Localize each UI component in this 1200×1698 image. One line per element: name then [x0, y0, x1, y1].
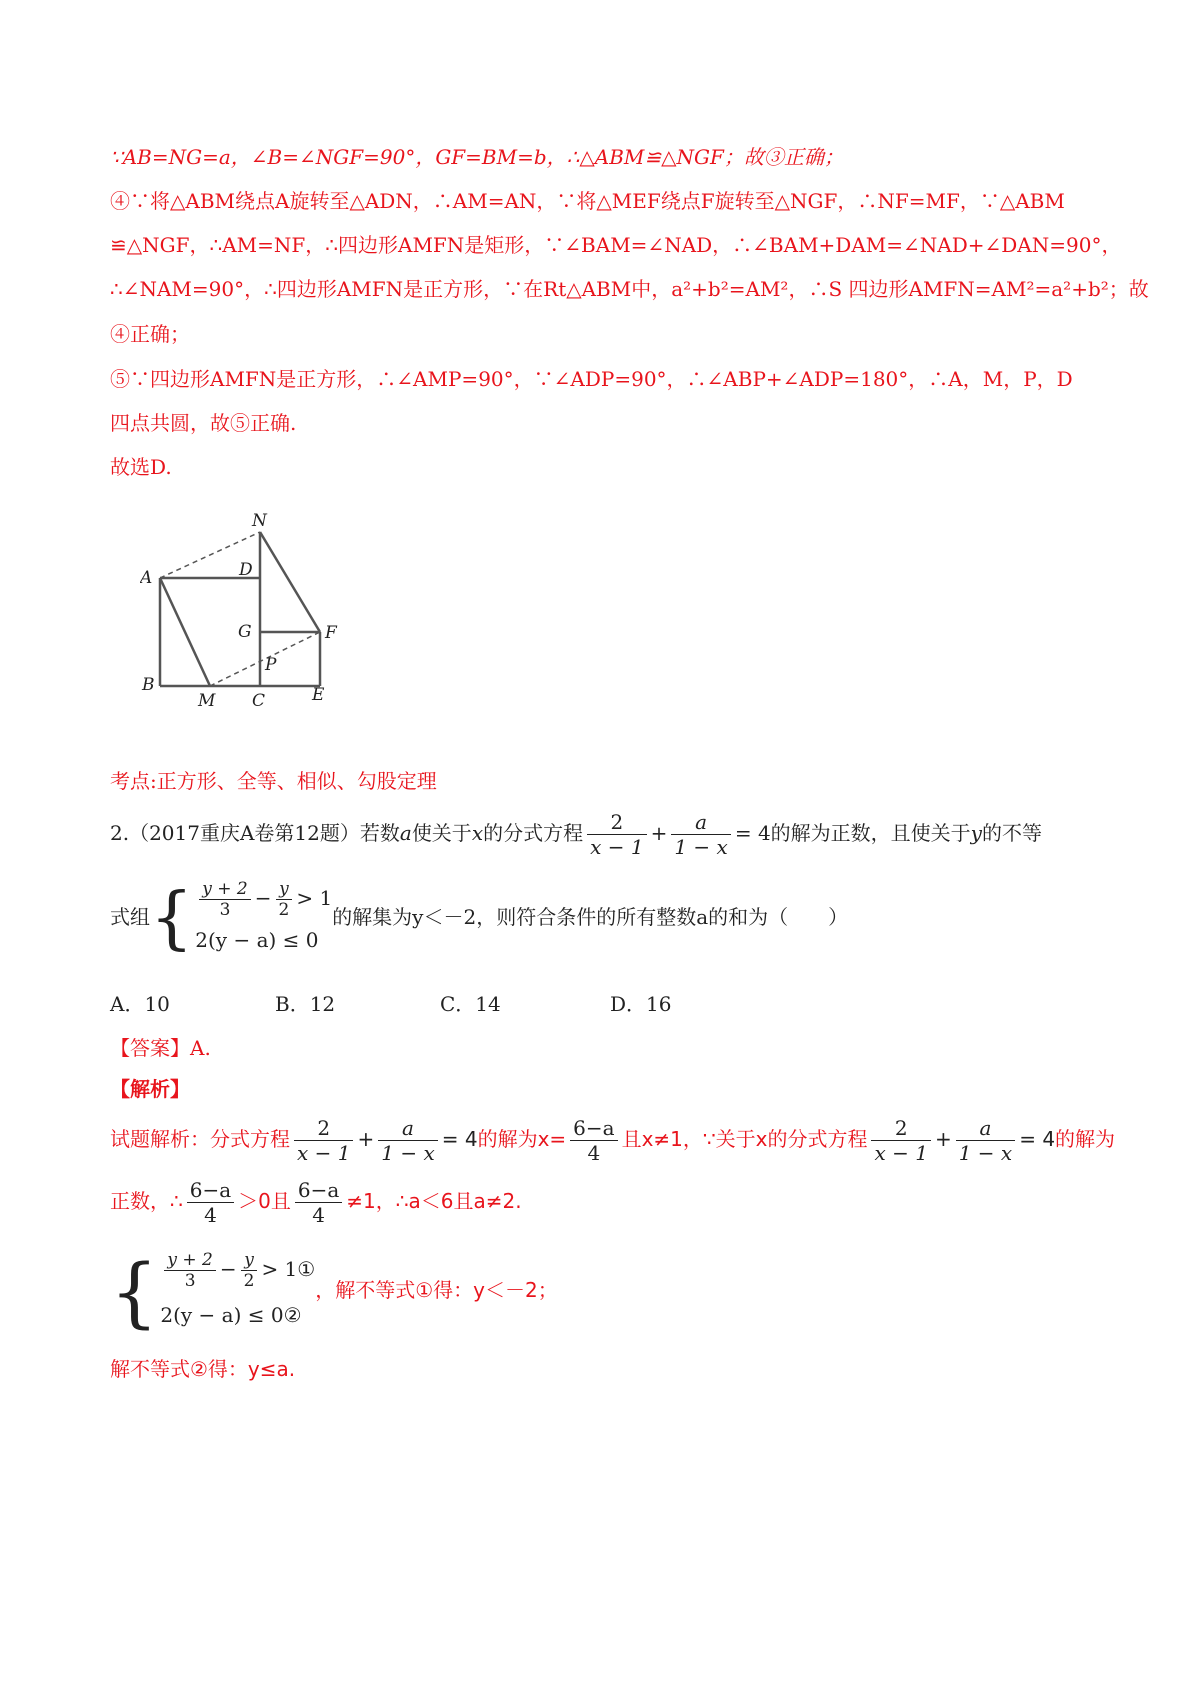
option-c: C．14	[440, 992, 501, 1016]
analysis-ineq-rhs: > 1	[261, 1256, 298, 1281]
analysis-l2-frac-1-num: 6−a	[187, 1178, 234, 1203]
analysis-line-2	[110, 1172, 1100, 1230]
analysis-eq-2: = 4	[1019, 1127, 1056, 1151]
analysis-l1-tail: 的解为	[1055, 1127, 1116, 1151]
analysis-frac-2-num: a	[378, 1116, 437, 1141]
q2-ineq-frac-2-den: 2	[278, 899, 290, 920]
analysis-frac-4-den: 1 − x	[958, 1141, 1013, 1165]
analysis-l2-frac-1	[187, 1178, 234, 1227]
option-b: B．12	[275, 992, 336, 1016]
analysis-sol-den: 4	[587, 1141, 601, 1165]
analysis-ineq-2: 2(y − a) ≤ 0②	[160, 1302, 302, 1327]
analysis-last-line: 解不等式②得：y≤a.	[110, 1357, 296, 1381]
q2-frac-1-den: x − 1	[590, 835, 644, 859]
analysis-l2-frac-2-num: 6−a	[295, 1178, 342, 1203]
solution-line-6: ⑤∵四边形AMFN是正方形，∴∠AMP=90°，∵∠ADP=90°，∴∠ABP+∠ADP=180°，∴A，M，P，D	[110, 367, 1073, 391]
label-p: P	[265, 655, 277, 675]
solution-line-1: ∵AB=NG=a，∠B=∠NGF=90°，GF=BM=b，∴△ABM≌△NGF；故③正确；	[110, 145, 844, 169]
analysis-l1-mid: 的解为x=	[477, 1127, 567, 1151]
analysis-ineq-frac-1-num: y + 2	[164, 1250, 215, 1271]
q2-prefix: 2.（2017重庆A卷第12题）若数	[110, 821, 400, 845]
analysis-frac-4-num: a	[956, 1116, 1015, 1141]
analysis-plus-2: +	[934, 1127, 952, 1151]
analysis-sol-num: 6−a	[570, 1116, 617, 1141]
q2-tail: 的解为正数，且使关于	[770, 821, 971, 845]
label-d: D	[239, 560, 253, 580]
geometry-figure	[140, 510, 370, 715]
q2-frac-2-num: a	[671, 810, 730, 835]
analysis-l2-frac-1-den: 4	[204, 1203, 217, 1227]
analysis-ineq-frac-1-den: 3	[184, 1270, 196, 1291]
answer-line: 【答案】A.	[110, 1036, 211, 1060]
label-a: A	[140, 568, 153, 588]
analysis-frac-2-den: 1 − x	[381, 1141, 435, 1165]
analysis-l2-frac-2	[295, 1178, 342, 1227]
q2-frac-1	[587, 810, 646, 859]
solution-line-2: ④∵将△ABM绕点A旋转至△ADN，∴AM=AN，∵将△MEF绕点F旋转至△NGF，∴NF=MF，∵△ABM	[110, 189, 1065, 213]
analysis-ineq-frac-1	[164, 1250, 215, 1291]
solution-choice: 故选D.	[110, 455, 172, 479]
label-g: G	[238, 622, 252, 642]
q2-ineq-2: 2(y − a) ≤ 0	[195, 927, 319, 952]
q2-ineq-frac-2	[276, 879, 293, 920]
solution-line-7: 四点共圆，故⑤正确.	[110, 411, 297, 435]
analysis-frac-3-den: x − 1	[874, 1141, 928, 1165]
solution-line-5: ④正确；	[110, 322, 190, 346]
solution-line-4: ∴∠NAM=90°，∴四边形AMFN是正方形，∵在Rt△ABM中，a²+b²=AM²，∴S 四边形AMFN=AM²=a²+b²；故	[110, 277, 1149, 301]
analysis-frac-3	[871, 1116, 930, 1165]
q2-tail2: 的不等	[981, 821, 1042, 845]
label-n: N	[252, 511, 267, 531]
solution-line-3: ≌△NGF，∴AM=NF，∴四边形AMFN是矩形，∵∠BAM=∠NAD，∴∠BAM+DAM=∠NAD+∠DAN=90°，	[110, 233, 1122, 257]
analysis-line-1	[110, 1110, 1116, 1168]
analysis-ineq-frac-2-den: 2	[243, 1270, 255, 1291]
analysis-system-brace: {	[110, 1246, 159, 1336]
q2-plus: +	[650, 821, 668, 845]
analysis-plus-1: +	[357, 1127, 375, 1151]
option-d: D．16	[610, 992, 672, 1016]
analysis-l1-mid2: 且x≠1，∵关于x的分式方程	[621, 1127, 868, 1151]
label-m: M	[198, 691, 216, 711]
analysis-system-rows	[160, 1246, 315, 1338]
analysis-title: 【解析】	[110, 1077, 190, 1101]
q2-frac-1-num: 2	[587, 810, 646, 835]
analysis-l2-prefix: 正数，∴	[110, 1189, 183, 1213]
q2-ineq-frac-1-den: 3	[219, 899, 231, 920]
analysis-frac-1	[294, 1116, 353, 1165]
analysis-ineq-1	[160, 1246, 315, 1292]
q2-var-a: a	[399, 821, 412, 845]
q2-ineq-frac-1-num: y + 2	[199, 879, 250, 900]
edge-am	[160, 578, 210, 686]
q2-ineq-1	[195, 878, 332, 920]
label-f: F	[325, 623, 337, 643]
analysis-frac-1-num: 2	[294, 1116, 353, 1141]
q2-ineq-rhs: > 1	[296, 885, 333, 910]
analysis-eq-1: = 4	[441, 1127, 478, 1151]
analysis-l2-mid: ＞0且	[238, 1189, 291, 1213]
q2-line2-tail: 的解集为y＜－2，则符合条件的所有整数a的和为（ ）	[332, 905, 849, 929]
label-c: C	[252, 691, 266, 711]
analysis-l2-frac-2-den: 4	[312, 1203, 325, 1227]
q2-ineq-minus: −	[254, 885, 272, 910]
q2-ineq-frac-1	[199, 879, 250, 920]
analysis-frac-2	[378, 1116, 437, 1165]
q2-system-brace: {	[150, 878, 194, 958]
analysis-frac-4	[956, 1116, 1015, 1165]
q2-ineq-frac-2-num: y	[276, 879, 293, 900]
analysis-l2-tail: ≠1，∴a＜6且a≠2.	[346, 1189, 522, 1213]
analysis-frac-1-den: x − 1	[297, 1141, 351, 1165]
label-b: B	[142, 675, 155, 695]
q2-frac-2	[671, 810, 730, 859]
q2-line2-prefix: 式组	[110, 905, 150, 929]
q2-var-x: x	[471, 821, 484, 845]
analysis-ineq-mark-1: ①	[297, 1256, 316, 1281]
q2-mid1: 使关于	[411, 821, 472, 845]
option-a: A．10	[110, 992, 170, 1016]
analysis-sol-frac	[570, 1116, 617, 1165]
analysis-sys-tail: ，解不等式①得：y＜－2；	[315, 1278, 558, 1302]
analysis-ineq-minus: −	[219, 1256, 237, 1281]
analysis-system-line	[110, 1240, 1100, 1340]
q2-mid2: 的分式方程	[483, 821, 584, 845]
edge-nf	[260, 532, 320, 632]
q2-eq: = 4	[734, 821, 771, 845]
question2-line-1	[110, 806, 1100, 860]
question2-line-2	[110, 872, 1100, 962]
q2-system-rows	[195, 878, 332, 960]
kaodian: 考点:正方形、全等、相似、勾股定理	[110, 769, 437, 793]
q2-var-y: y	[970, 821, 982, 845]
analysis-ineq-frac-2	[241, 1250, 258, 1291]
label-e: E	[312, 685, 325, 705]
analysis-ineq-frac-2-num: y	[241, 1250, 258, 1271]
q2-frac-2-den: 1 − x	[674, 835, 728, 859]
analysis-frac-3-num: 2	[871, 1116, 930, 1141]
analysis-l1-prefix: 试题解析：分式方程	[110, 1127, 290, 1151]
